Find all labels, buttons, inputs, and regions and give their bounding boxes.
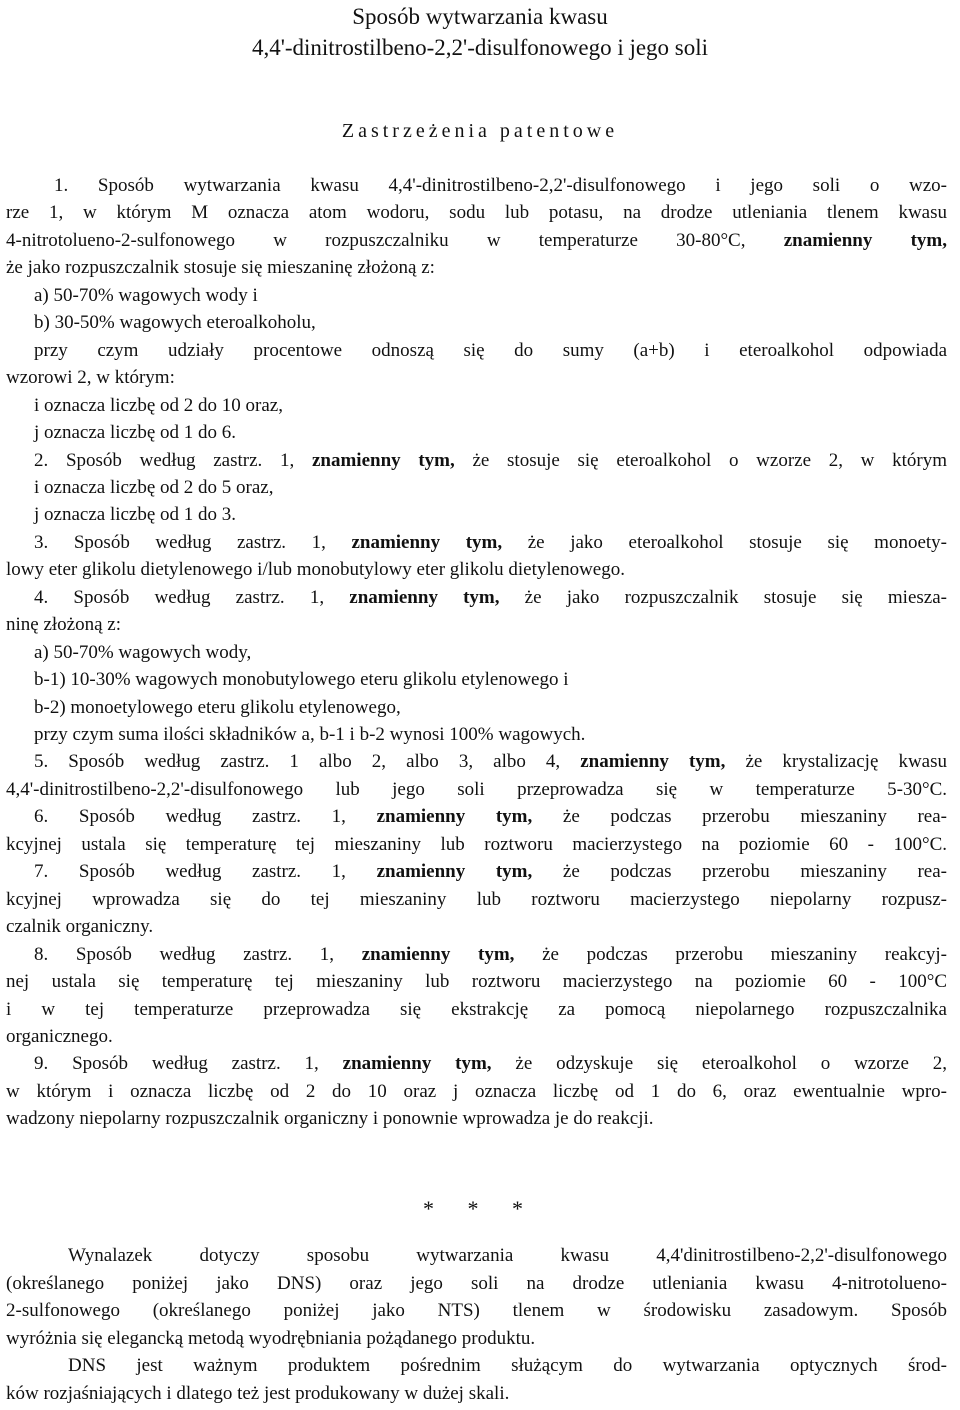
- claim-text: że odzyskuje się eteroalkohol o wzorze 2,: [491, 1053, 947, 1075]
- claims-heading: Zastrzeżenia patentowe: [341, 120, 619, 142]
- claim-keyword: znamienny tym,: [783, 229, 947, 251]
- claim-text: że jako eteroalkohol stosuje się monoety-: [502, 531, 947, 553]
- claim-text: kcyjnej ustala się temperaturę tej mieszaniny lub roztworu macierzystego na poziomie 60 - 100°C.: [6, 833, 947, 855]
- claim-line: [34, 1050, 947, 1078]
- claim-line: [6, 913, 153, 941]
- claim-line: [54, 172, 947, 200]
- claim-text: nej ustala się temperaturę tej mieszaniny lub roztworu macierzystego na poziomie 60 - 100°C: [6, 971, 947, 993]
- claim-line: [34, 447, 947, 475]
- claim-text: przy czym suma ilości składników a, b-1 i b-2 wynosi 100% wagowych.: [34, 724, 586, 745]
- claim-line: [34, 941, 947, 969]
- claim-text: wadzony niepolarny rozpuszczalnik organiczny i ponownie wprowadza je do reakcji.: [6, 1108, 654, 1130]
- description-line: DNS jest ważnym produktem pośrednim służącym do wytwarzania optycznych środ-: [68, 1355, 947, 1377]
- claim-line: [6, 968, 947, 996]
- claim-keyword: znamienny tym,: [376, 861, 533, 883]
- claim-text: i oznacza liczbę od 2 do 10 oraz,: [34, 394, 283, 416]
- claim-text: 1. Sposób wytwarzania kwasu 4,4'-dinitrostilbeno-2,2'-disulfonowego i jego soli o wzo-: [54, 175, 947, 196]
- claim-text: że krystalizację kwasu: [725, 751, 947, 773]
- claim-line: [34, 584, 947, 612]
- claim-text: przy czym udziały procentowe odnoszą się do sumy (a+b) i eteroalkohol odpowiada: [34, 339, 947, 361]
- claim-keyword: znamienny tym,: [361, 943, 515, 965]
- claim-line: [34, 309, 316, 337]
- claim-text: 3. Sposób według zastrz. 1,: [34, 531, 352, 553]
- description-line: ków rozjaśniających i dlatego też jest produkowany w dużej skali.: [6, 1383, 510, 1404]
- claim-text: 4,4'-dinitrostilbeno-2,2'-disulfonowego lub jego soli przeprowadza się w temperaturze 5-30°C.: [6, 778, 947, 800]
- claim-line: [34, 694, 401, 722]
- claim-text: że jako rozpuszczalnik stosuje się mieszaninę złożoną z:: [6, 257, 435, 279]
- claim-line: [6, 1078, 947, 1106]
- claim-text: a) 50-70% wagowych wody,: [34, 641, 252, 663]
- claim-text: że podczas przerobu mieszaniny reakcyj-: [514, 943, 948, 965]
- claim-text: wzorowi 2, w którym:: [6, 367, 175, 389]
- claim-text: że stosuje się eteroalkohol o wzorze 2, w którym: [454, 449, 947, 471]
- claim-text: 9. Sposób według zastrz. 1,: [34, 1053, 343, 1075]
- claim-keyword: znamienny tym,: [580, 751, 726, 773]
- claim-line: [6, 556, 625, 584]
- claim-keyword: znamienny tym,: [351, 531, 503, 553]
- claim-line: [34, 337, 947, 365]
- claim-text: 8. Sposób według zastrz. 1,: [34, 943, 362, 965]
- claim-line: [34, 748, 947, 776]
- claim-text: b-2) monoetylowego eteru glikolu etylenowego,: [34, 696, 401, 718]
- claim-line: [6, 1105, 654, 1133]
- claim-text: b-1) 10-30% wagowych monobutylowego eteru glikolu etylenowego i: [34, 669, 569, 691]
- claim-text: rze 1, w którym M oznacza atom wodoru, sodu lub potasu, na drodze utleniania tlenem kwasu: [6, 202, 947, 224]
- claim-text: j oznacza liczbę od 1 do 6.: [34, 422, 237, 444]
- claim-line: [34, 666, 569, 694]
- claim-keyword: znamienny tym,: [349, 586, 500, 608]
- document-title-line-2: 4,4'-dinitrostilbeno-2,2'-disulfonowego i jego soli: [251, 35, 709, 60]
- claim-line: [6, 886, 947, 914]
- claim-text: a) 50-70% wagowych wody i: [34, 284, 258, 306]
- claim-text: ninę złożoną z:: [6, 614, 122, 636]
- claim-text: 5. Sposób według zastrz. 1 albo 2, albo 3, albo 4,: [34, 751, 581, 773]
- section-separator: * * *: [423, 1196, 537, 1221]
- claim-keyword: znamienny tym,: [311, 449, 455, 471]
- claim-text: i w tej temperaturze przeprowadza się ekstrakcję za pomocą niepolarnego rozpuszczalnika: [6, 998, 947, 1020]
- claim-line: [6, 1023, 113, 1051]
- claim-text: kcyjnej wprowadza się do tej mieszaniny lub roztworu macierzystego niepolarny rozpusz-: [6, 888, 947, 910]
- claim-line: [6, 611, 121, 639]
- claim-line: [34, 858, 947, 886]
- claim-text: organicznego.: [6, 1025, 113, 1047]
- claim-line: [34, 639, 251, 667]
- claim-line: [6, 776, 947, 804]
- description-line: Wynalazek dotyczy sposobu wytwarzania kwasu 4,4'dinitrostilbeno-2,2'-disulfonowego: [68, 1245, 947, 1266]
- claim-keyword: znamienny tym,: [342, 1053, 492, 1075]
- claim-text: 4-nitrotolueno-2-sulfonowego w rozpuszczalniku w temperaturze 30-80°C,: [6, 229, 784, 251]
- claim-text: 4. Sposób według zastrz. 1,: [34, 586, 350, 608]
- claim-text: 2. Sposób według zastrz. 1,: [34, 449, 312, 471]
- claim-line: [6, 996, 947, 1024]
- claim-line: [6, 254, 435, 282]
- claim-text: że podczas przerobu mieszaniny rea-: [532, 861, 947, 883]
- claim-line: [6, 227, 947, 255]
- description-line: (określanego poniżej jako DNS) oraz jego soli na drodze utleniania kwasu 4-nitrotolueno-: [6, 1272, 947, 1294]
- claim-line: [34, 803, 947, 831]
- description-line: wyróżnia się elegancką metodą wyodrębniania pożądanego produktu.: [6, 1327, 536, 1349]
- description-line: 2-sulfonowego (określanego poniżej jako NTS) tlenem w środowisku zasadowym. Sposób: [6, 1300, 947, 1322]
- claim-line: [6, 831, 947, 859]
- claim-line: [6, 199, 947, 227]
- claim-line: [34, 392, 283, 420]
- claim-text: 7. Sposób według zastrz. 1,: [34, 861, 377, 883]
- claim-keyword: znamienny tym,: [376, 806, 533, 828]
- claim-text: j oznacza liczbę od 1 do 3.: [34, 504, 237, 526]
- claim-text: i oznacza liczbę od 2 do 5 oraz,: [34, 476, 274, 498]
- claim-line: [34, 501, 236, 529]
- claim-text: czalnik organiczny.: [6, 916, 154, 938]
- claim-text: b) 30-50% wagowych eteroalkoholu,: [34, 312, 316, 334]
- claim-text: lowy eter glikolu dietylenowego i/lub monobutylowy eter glikolu dietylenowego.: [6, 559, 625, 581]
- document-title-line-1: Sposób wytwarzania kwasu: [352, 4, 608, 29]
- claim-text: że podczas przerobu mieszaniny rea-: [532, 806, 947, 828]
- claim-line: [34, 474, 274, 502]
- claim-text: w którym i oznacza liczbę od 2 do 10 oraz j oznacza liczbę od 1 do 6, oraz ewentualnie wpro-: [6, 1080, 947, 1102]
- claim-line: [34, 419, 236, 447]
- claim-line: [6, 364, 175, 392]
- claim-text: że jako rozpuszczalnik stosuje się miesza-: [499, 586, 947, 608]
- claim-line: [34, 282, 258, 310]
- claim-line: [34, 529, 947, 557]
- claim-line: [34, 721, 585, 749]
- claim-text: 6. Sposób według zastrz. 1,: [34, 806, 377, 828]
